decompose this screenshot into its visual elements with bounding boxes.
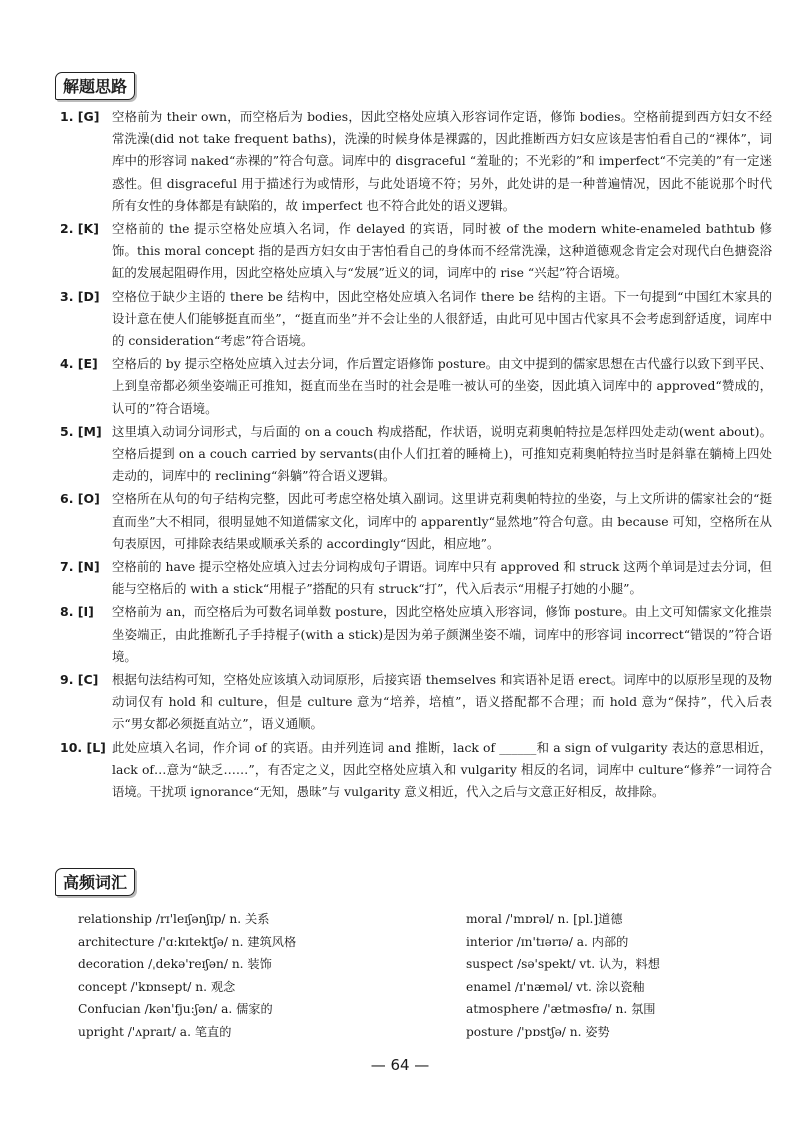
- answer-text: 这里填入动词分词形式，与后面的 on a couch 构成搭配，作状语，说明克莉奥帕特拉是怎样四处走动(went about)。空格后提到 on a couch carried by servants(由仆人们扛着的睡椅上)，可推知克莉奥帕特拉当时是斜靠在躺椅上四处走动的，词库中的 reclining“斜躺”符合语义逻辑。: [112, 423, 772, 484]
- answer-text: 空格位于缺少主语的 there be 结构中，因此空格处应填入名词作 there be 结构的主语。下一句提到“中国红木家具的设计意在使人们能够挺直而坐”，“挺直而坐”并不会让坐的人很舒适，由此可见中国古代家具不会考虑到舒适度，词库中的 consideration“考虑”符合语境。: [112, 288, 772, 349]
- vocab-entry: upright /'ʌpraɪt/ a. 笔直的: [78, 1024, 232, 1039]
- vocab-entry: atmosphere /'ætməsfɪə/ n. 氛围: [466, 1002, 656, 1017]
- page-number: — 64 —: [370, 1056, 430, 1074]
- section-title-vocabulary: 高频词汇: [55, 868, 135, 896]
- answer-number: 1. [G]: [60, 109, 100, 124]
- vocab-entry: concept /'kɒnsept/ n. 观念: [78, 979, 236, 994]
- answer-item: [60, 737, 772, 804]
- answer-text: 空格前的 the 提示空格处应填入名词，作 delayed 的宾语，同时被 of the modern white-enameled bathtub 修饰。this moral concept 指的是西方妇女由于害怕看自己的身体而不经常洗澡，这种道德观念肯定会对现代白色搪瓷浴缸的发展起阻碍作用，因此空格处应填入与“发展”近义的词，词库中的 rise “兴起”符合语境。: [112, 221, 772, 281]
- vocab-entry: Confucian /kən'fju:ʃən/ a. 儒家的: [78, 1002, 273, 1017]
- answer-text: 根据句法结构可知，空格处应该填入动词原形，后接宾语 themselves 和宾语补足语 erect。词库中的以原形呈现的及物动词仅有 hold 和 culture，但是 culture 意为“培养，培植”，语义搭配都不合理；而 hold 意为“保持”，代入后表示“男女都必须挺直站立”，语义通顺。: [112, 672, 772, 732]
- vocab-entry: decoration /ˌdekə'reɪʃən/ n. 装饰: [78, 957, 272, 972]
- answer-item: [60, 286, 772, 353]
- answer-item: [60, 669, 772, 736]
- answer-text: 空格所在从句的句子结构完整，因此可考虑空格处填入副词。这里讲克莉奥帕特拉的坐姿，与上文所讲的儒家社会的“挺直而坐”大不相同，很明显她不知道儒家文化，词库中的 apparently“显然地”符合句意。由 because 可知，空格所在从句表原因，可排除表结果或顺承关系的 accordingly“因此，相应地”。: [112, 491, 772, 551]
- vocab-entry: relationship /rɪ'leɪʃənʃɪp/ n. 关系: [78, 912, 270, 926]
- answer-item: [60, 106, 772, 217]
- answer-item: [60, 218, 772, 285]
- answer-text: 空格后的 by 提示空格处应填入过去分词，作后置定语修饰 posture。由文中提到的儒家思想在古代盛行以致下到平民、上到皇帝都必须坐姿端正可推知，挺直而坐在当时的社会是唯一被认可的坐姿，因此填入词库中的 approved“赞成的，认可的”符合语境。: [112, 356, 772, 416]
- section-title-analysis: 解题思路: [55, 72, 135, 100]
- vocab-entry: suspect /sə'spekt/ vt. 认为，料想: [466, 957, 660, 972]
- vocab-entry: enamel /ɪ'næməl/ vt. 涂以瓷釉: [466, 979, 645, 994]
- answer-number: 2. [K]: [60, 221, 99, 237]
- vocab-entry: architecture /'ɑ:kɪtektʃə/ n. 建筑风格: [78, 934, 297, 949]
- answer-item: [60, 556, 772, 600]
- answer-item: [60, 353, 772, 420]
- answer-number: 3. [D]: [60, 288, 100, 304]
- answer-number: 8. [I]: [60, 604, 94, 620]
- answer-text: 空格前为 an，而空格后为可数名词单数 posture，因此空格处应填入形容词，修饰 posture。由上文可知儒家文化推崇坐姿端正，由此推断孔子手持棍子(with a stick)是因为弟子颜渊坐姿不端，词库中的形容词 incorrect“错误的”符合语境。: [112, 604, 772, 664]
- vocab-entry: moral /'mɒrəl/ n. [pl.]道德: [466, 912, 623, 926]
- answer-number: 10. [L]: [60, 739, 106, 755]
- answer-explanations: [60, 106, 772, 804]
- vocab-entry: posture /'pɒstʃə/ n. 姿势: [466, 1024, 610, 1039]
- answer-text: 此处应填入名词，作介词 of 的宾语。由并列连词 and 推断，lack of ______和 a sign of vulgarity 表达的意思相近，lack of…意为“缺乏……”，有否定之义，因此空格处应填入和 vulgarity 相反的名词，词库中 culture“修养”一词符合语境。干扰项 ignorance“无知，愚昧”与 vulgarity 意义相近，代入之后与文意正好相反，故排除。: [112, 739, 772, 800]
- answer-item: [60, 421, 772, 488]
- answer-number: 9. [C]: [60, 672, 99, 688]
- answer-item: [60, 601, 772, 668]
- answer-text: 空格前为 their own，而空格后为 bodies，因此空格处应填入形容词作定语，修饰 bodies。空格前提到西方妇女不经常洗澡(did not take frequent baths)，洗澡的时候身体是裸露的，因此推断西方妇女应该是害怕看自己的“裸体”，词库中的形容词 naked“赤裸的”符合句意。词库中的 disgraceful “羞耻的；不光彩的”和 imperfect“不完美的”有一定迷惑性。但 disgraceful 用于描述行为或情形，与此处语境不符；另外，此处讲的是一种普遍情况，因此不能说那个时代所有女性的身体都是有缺陷的，故 imperfect 也不符合此处的语义逻辑。: [112, 109, 772, 213]
- answer-text: 空格前的 have 提示空格处应填入过去分词构成句子谓语。词库中只有 approved 和 struck 这两个单词是过去分词，但能与空格后的 with a stick“用棍子”搭配的只有 struck“打”，代入后表示“用棍子打她的小腿”。: [112, 559, 772, 597]
- answer-number: 5. [M]: [60, 423, 102, 439]
- vocabulary-list: [78, 908, 778, 1044]
- vocab-entry: interior /ɪn'tɪərɪə/ a. 内部的: [466, 934, 629, 949]
- answer-number: 6. [O]: [60, 491, 100, 507]
- answer-number: 7. [N]: [60, 559, 100, 575]
- answer-number: 4. [E]: [60, 356, 98, 372]
- answer-item: [60, 488, 772, 555]
